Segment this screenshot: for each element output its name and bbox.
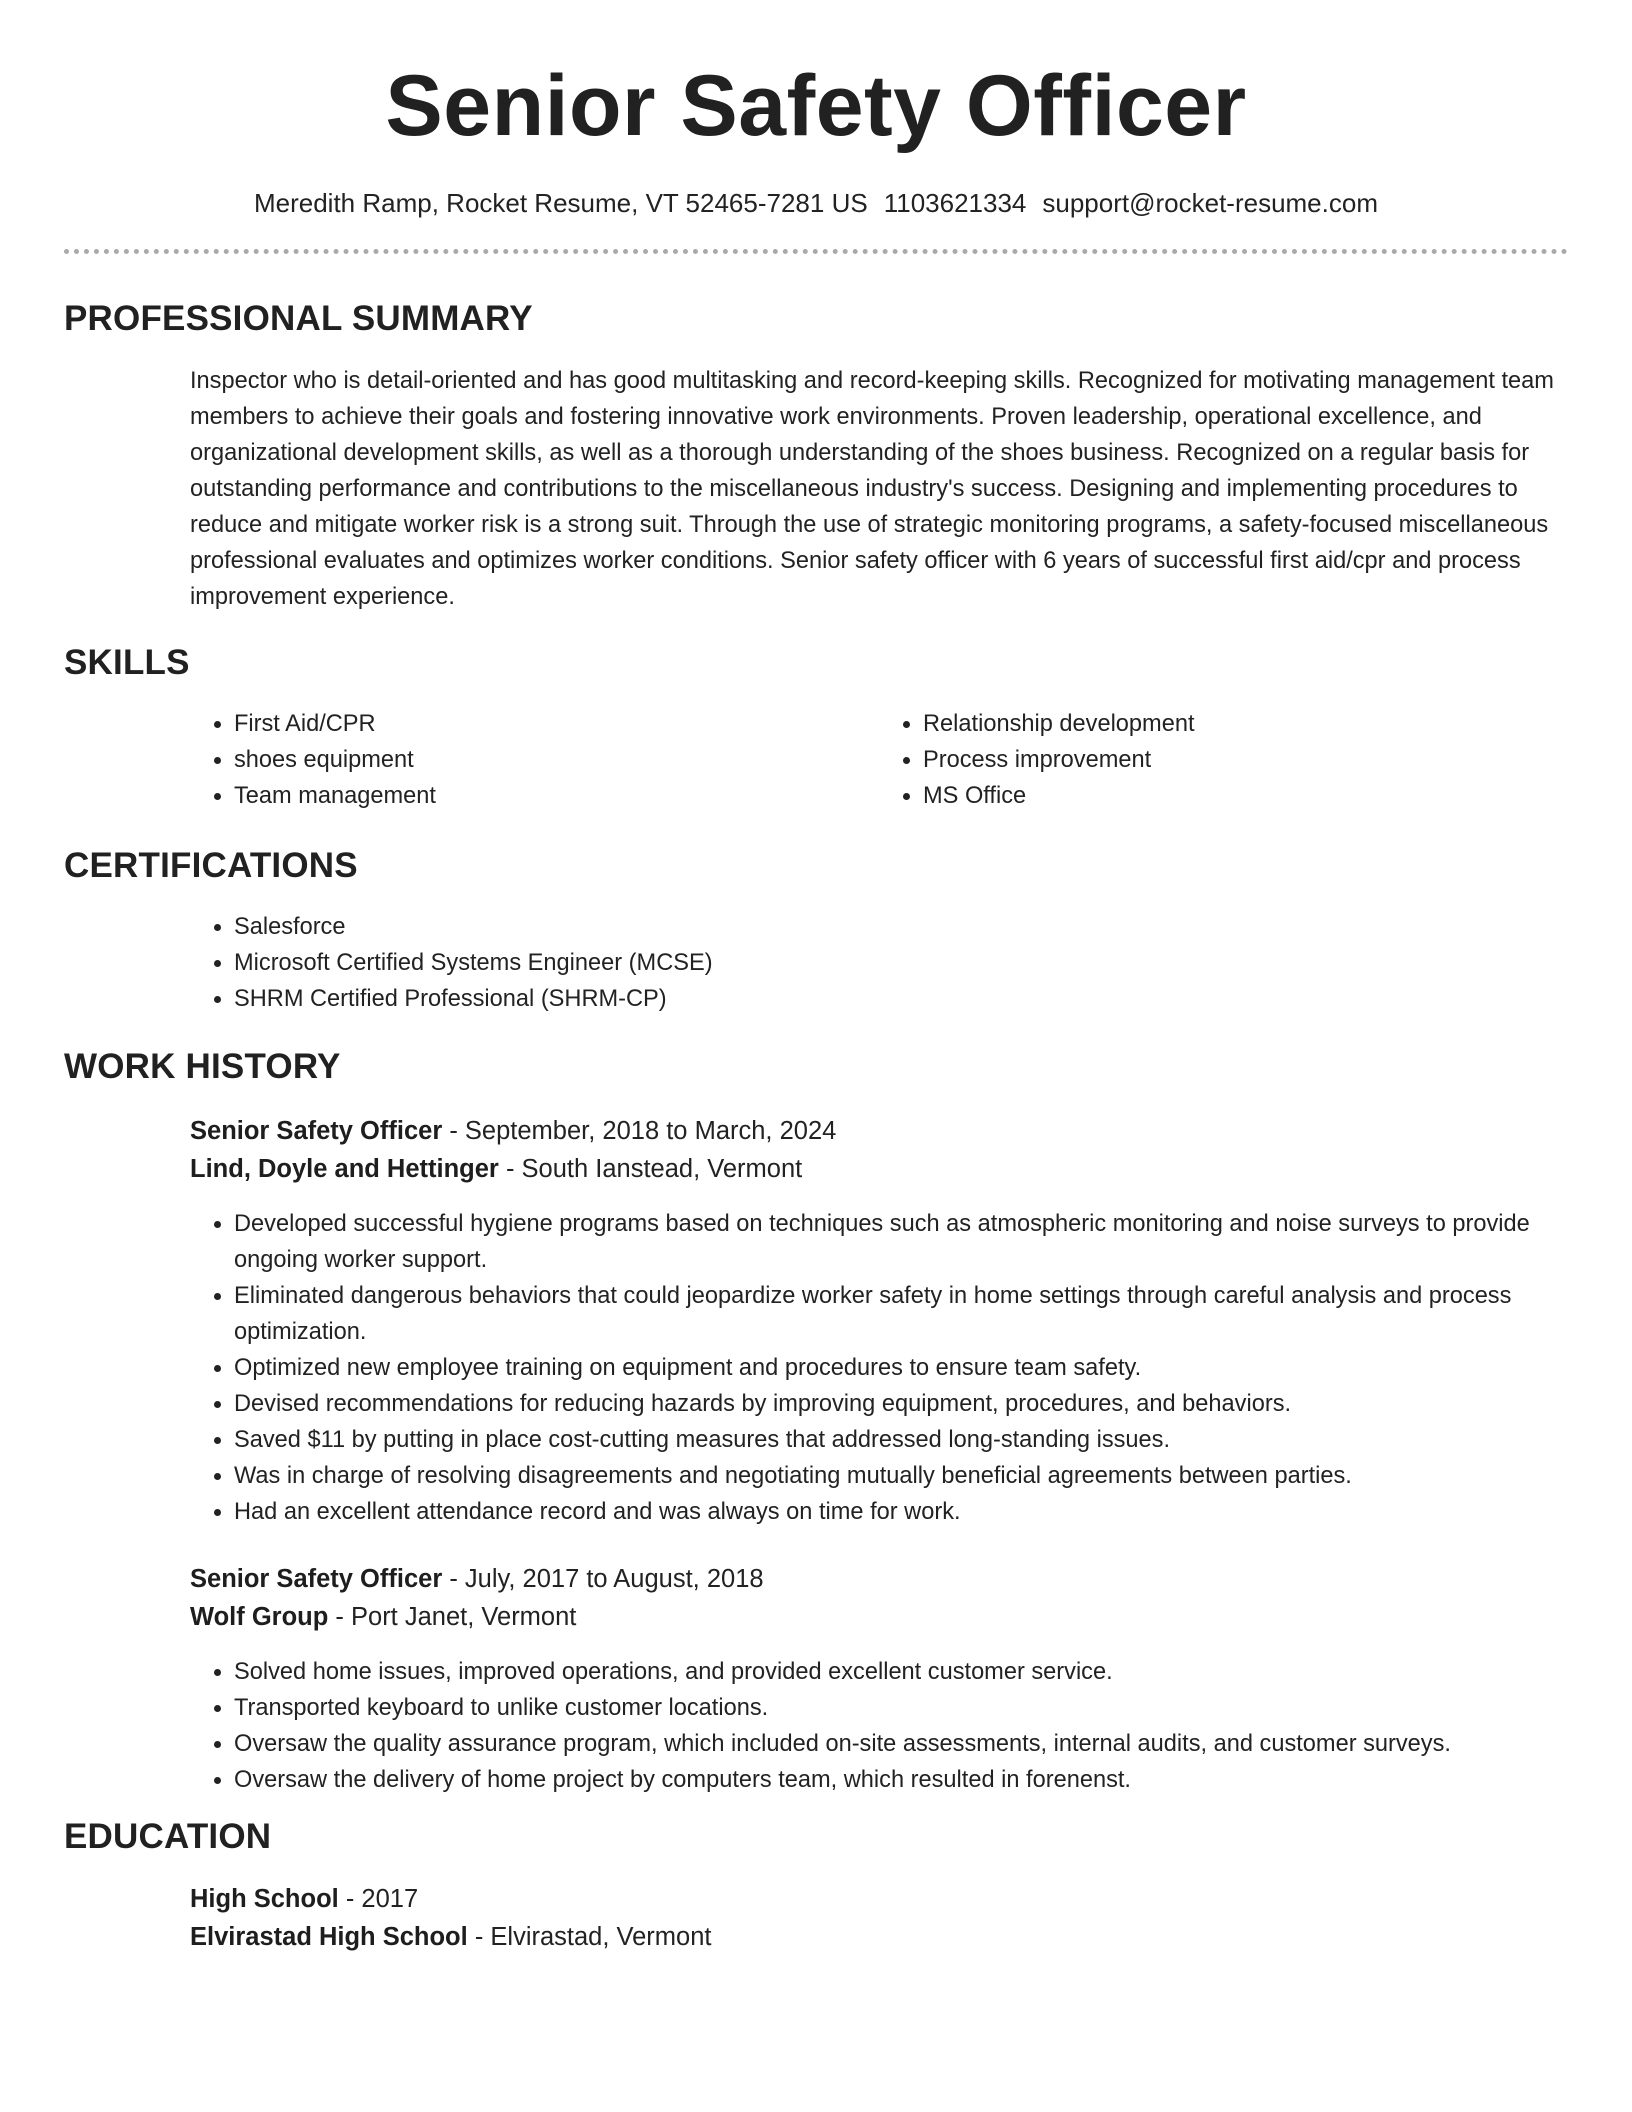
list-item: • Oversaw the quality assurance program, which included on-site assessments, internal audits, and customer surveys. bbox=[234, 1726, 1568, 1762]
contact-email: support@rocket-resume.com bbox=[1042, 188, 1378, 218]
job-bullets bbox=[190, 1206, 1568, 1530]
education-degree-line bbox=[190, 1880, 1568, 1918]
education-section bbox=[190, 1880, 1568, 1956]
list-item: • First Aid/CPR bbox=[234, 706, 879, 742]
list-item: • Was in charge of resolving disagreements and negotiating mutually beneficial agreements between parties. bbox=[234, 1458, 1568, 1494]
list-item: • MS Office bbox=[923, 778, 1568, 814]
education-school: Elvirastad High School bbox=[190, 1923, 468, 1951]
skills-list-left bbox=[190, 706, 879, 814]
list-item: • Optimized new employee training on equipment and procedures to ensure team safety. bbox=[234, 1350, 1568, 1386]
resume-header bbox=[0, 0, 1632, 219]
header-divider bbox=[64, 249, 1568, 254]
list-item: • Team management bbox=[234, 778, 879, 814]
contact-address: Meredith Ramp, Rocket Resume, VT 52465-7281 US bbox=[253, 188, 868, 218]
contact-line bbox=[0, 187, 1632, 219]
job-title-line bbox=[190, 1560, 1568, 1598]
certifications-heading: CERTIFICATIONS bbox=[64, 846, 358, 885]
certifications-section bbox=[190, 909, 1568, 1017]
education-degree: High School bbox=[190, 1885, 339, 1913]
list-item: • Devised recommendations for reducing hazards by improving equipment, procedures, and behaviors. bbox=[234, 1386, 1568, 1422]
job-title: Senior Safety Officer bbox=[190, 1117, 443, 1145]
skills-section bbox=[190, 706, 1568, 814]
education-school-line bbox=[190, 1918, 1568, 1956]
job-entry bbox=[190, 1112, 1568, 1530]
list-item: • Eliminated dangerous behaviors that could jeopardize worker safety in home settings through careful analysis and process optimization. bbox=[234, 1278, 1568, 1350]
list-item: • shoes equipment bbox=[234, 742, 879, 778]
job-company: Lind, Doyle and Hettinger bbox=[190, 1155, 499, 1183]
list-item: • Saved $11 by putting in place cost-cutting measures that addressed long-standing issues. bbox=[234, 1422, 1568, 1458]
work-history-heading: WORK HISTORY bbox=[64, 1047, 341, 1086]
education-location: - Elvirastad, Vermont bbox=[467, 1923, 712, 1951]
certifications-list bbox=[190, 909, 1568, 1017]
job-company: Wolf Group bbox=[190, 1603, 329, 1631]
job-dates: - September, 2018 to March, 2024 bbox=[442, 1117, 837, 1145]
list-item: • Relationship development bbox=[923, 706, 1568, 742]
education-year: - 2017 bbox=[338, 1885, 419, 1913]
list-item: • Had an excellent attendance record and was always on time for work. bbox=[234, 1494, 1568, 1530]
list-item: • Solved home issues, improved operations, and provided excellent customer service. bbox=[234, 1654, 1568, 1690]
job-title: Senior Safety Officer bbox=[190, 1565, 443, 1593]
job-location: - South Ianstead, Vermont bbox=[498, 1155, 803, 1183]
summary-text: Inspector who is detail-oriented and has good multitasking and record-keeping skills. Recognized for motivating management team members to achieve their goals and fostering innovative work environments. Proven leadership, operational excellence, and organizational development skills, as well as a thorough understanding of the shoes business. Recognized on a regular basis for outstanding performance and contributions to the miscellaneous industry's success. Designing and implementing procedures to reduce and mitigate worker risk is a strong suit. Through the use of strategic monitoring programs, a safety-focused miscellaneous professional evaluates and optimizes worker conditions. Senior safety officer with 6 years of successful first aid/cpr and process improvement experience. bbox=[190, 368, 1554, 610]
job-bullets bbox=[190, 1654, 1568, 1798]
list-item: • Transported keyboard to unlike customer locations. bbox=[234, 1690, 1568, 1726]
list-item: • Developed successful hygiene programs based on techniques such as atmospheric monitoring and noise surveys to provide ongoing worker support. bbox=[234, 1206, 1568, 1278]
list-item: • Salesforce bbox=[234, 909, 1568, 945]
summary-section bbox=[190, 363, 1568, 615]
job-dates: - July, 2017 to August, 2018 bbox=[442, 1565, 764, 1593]
job-company-line bbox=[190, 1598, 1568, 1636]
list-item: • Oversaw the delivery of home project by computers team, which resulted in forenenst. bbox=[234, 1762, 1568, 1798]
job-entry bbox=[190, 1560, 1568, 1798]
skills-heading: SKILLS bbox=[64, 643, 190, 682]
page-title: Senior Safety Officer bbox=[385, 58, 1247, 154]
job-location: - Port Janet, Vermont bbox=[328, 1603, 577, 1631]
job-company-line bbox=[190, 1150, 1568, 1188]
education-heading: EDUCATION bbox=[64, 1817, 272, 1856]
summary-heading: PROFESSIONAL SUMMARY bbox=[64, 299, 533, 338]
list-item: • SHRM Certified Professional (SHRM-CP) bbox=[234, 981, 1568, 1017]
skills-list-right bbox=[879, 706, 1568, 814]
list-item: • Process improvement bbox=[923, 742, 1568, 778]
list-item: • Microsoft Certified Systems Engineer (MCSE) bbox=[234, 945, 1568, 981]
contact-phone: 1103621334 bbox=[883, 188, 1027, 218]
job-title-line bbox=[190, 1112, 1568, 1150]
